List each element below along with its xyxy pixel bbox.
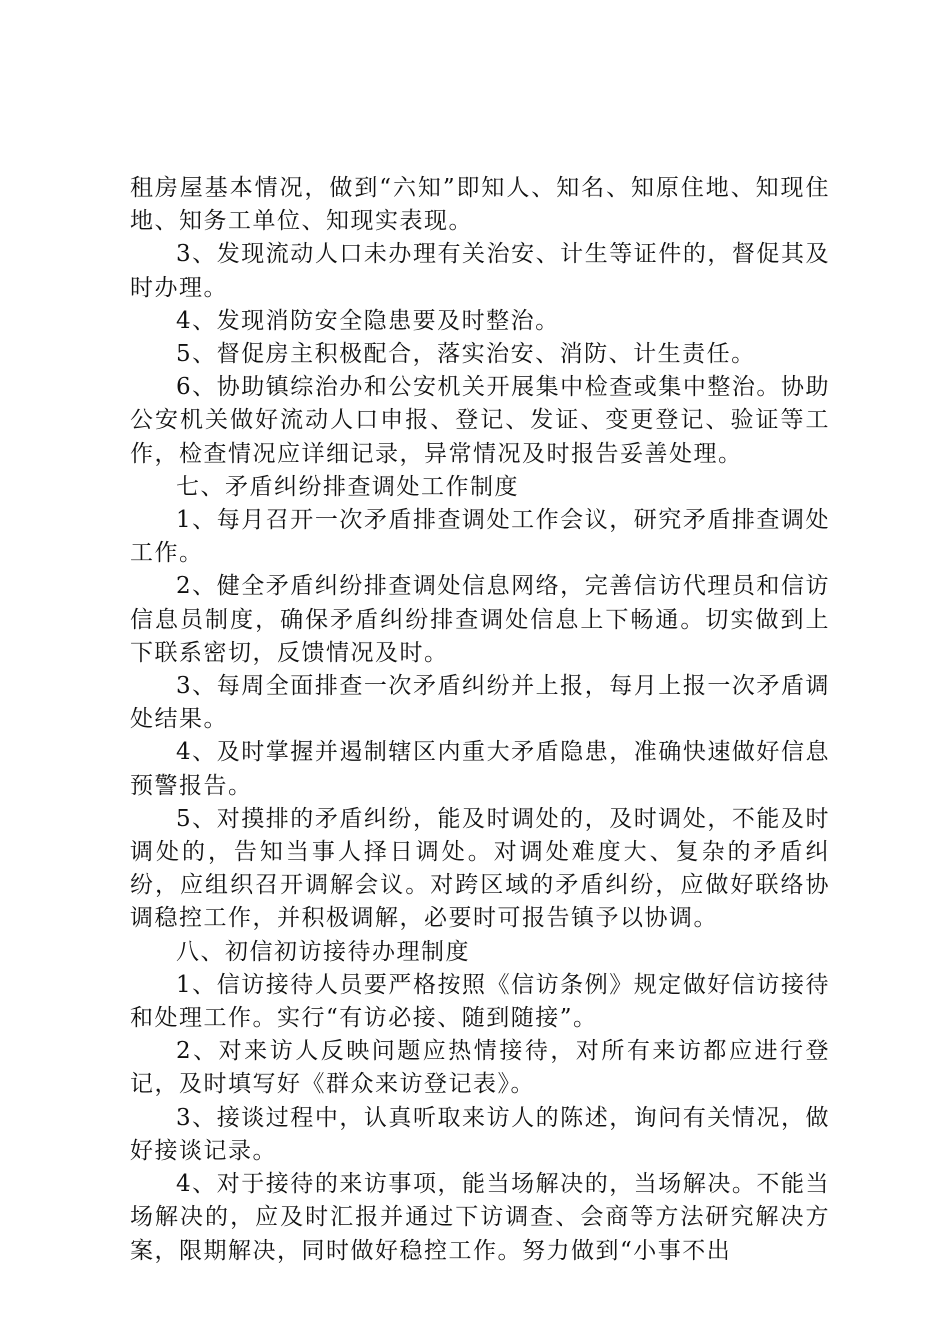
paragraph-continuation: 租房屋基本情况，做到“六知”即知人、知名、知原住地、知现住地、知务工单位、知现实表现。 [130, 175, 830, 235]
paragraph-section7-item-2: 2、健全矛盾纠纷排查调处信息网络，完善信访代理员和信访信息员制度，确保矛盾纠纷排查调处信息上下畅通。切实做到上下联系密切，反馈情况及时。 [130, 573, 830, 666]
paragraph-section8-item-3: 3、接谈过程中，认真听取来访人的陈述，询问有关情况，做好接谈记录。 [130, 1104, 830, 1164]
section-heading-8: 八、初信初访接待办理制度 [176, 938, 470, 965]
paragraph-section7-item-4: 4、及时掌握并遏制辖区内重大矛盾隐患，准确快速做好信息预警报告。 [130, 739, 830, 799]
section-heading-7: 七、矛盾纠纷排查调处工作制度 [176, 473, 519, 500]
paragraph-section8-item-4: 4、对于接待的来访事项，能当场解决的，当场解决。不能当场解决的，应及时汇报并通过下访调查、会商等方法研究解决方案，限期解决，同时做好稳控工作。努力做到“小事不出 [130, 1171, 830, 1264]
paragraph-item-5: 5、督促房主积极配合，落实治安、消防、计生责任。 [176, 341, 756, 368]
paragraph-section8-item-1: 1、信访接待人员要严格按照《信访条例》规定做好信访接待和处理工作。实行“有访必接、随到随接”。 [130, 971, 830, 1032]
paragraph-item-4: 4、发现消防安全隐患要及时整治。 [176, 307, 560, 334]
paragraph-item-6: 6、协助镇综治办和公安机关开展集中检查或集中整治。协助公安机关做好流动人口申报、登记、发证、变更登记、验证等工作，检查情况应详细记录，异常情况及时报告妥善处理。 [130, 374, 830, 467]
paragraph-section7-item-5: 5、对摸排的矛盾纠纷，能及时调处的，及时调处，不能及时调处的，告知当事人择日调处。对调处难度大、复杂的矛盾纠纷，应组织召开调解会议。对跨区域的矛盾纠纷，应做好联络协调稳控工作，并积极调解，必要时可报告镇予以协调。 [130, 805, 830, 932]
document-body [130, 172, 830, 1268]
paragraph-section7-item-3: 3、每周全面排查一次矛盾纠纷并上报，每月上报一次矛盾调处结果。 [130, 673, 830, 733]
paragraph-section7-item-1: 1、每月召开一次矛盾排查调处工作会议，研究矛盾排查调处工作。 [130, 507, 830, 567]
paragraph-item-3: 3、发现流动人口未办理有关治安、计生等证件的，督促其及时办理。 [130, 241, 830, 301]
paragraph-section8-item-2: 2、对来访人反映问题应热情接待，对所有来访都应进行登记，及时填写好《群众来访登记表》。 [130, 1038, 830, 1098]
